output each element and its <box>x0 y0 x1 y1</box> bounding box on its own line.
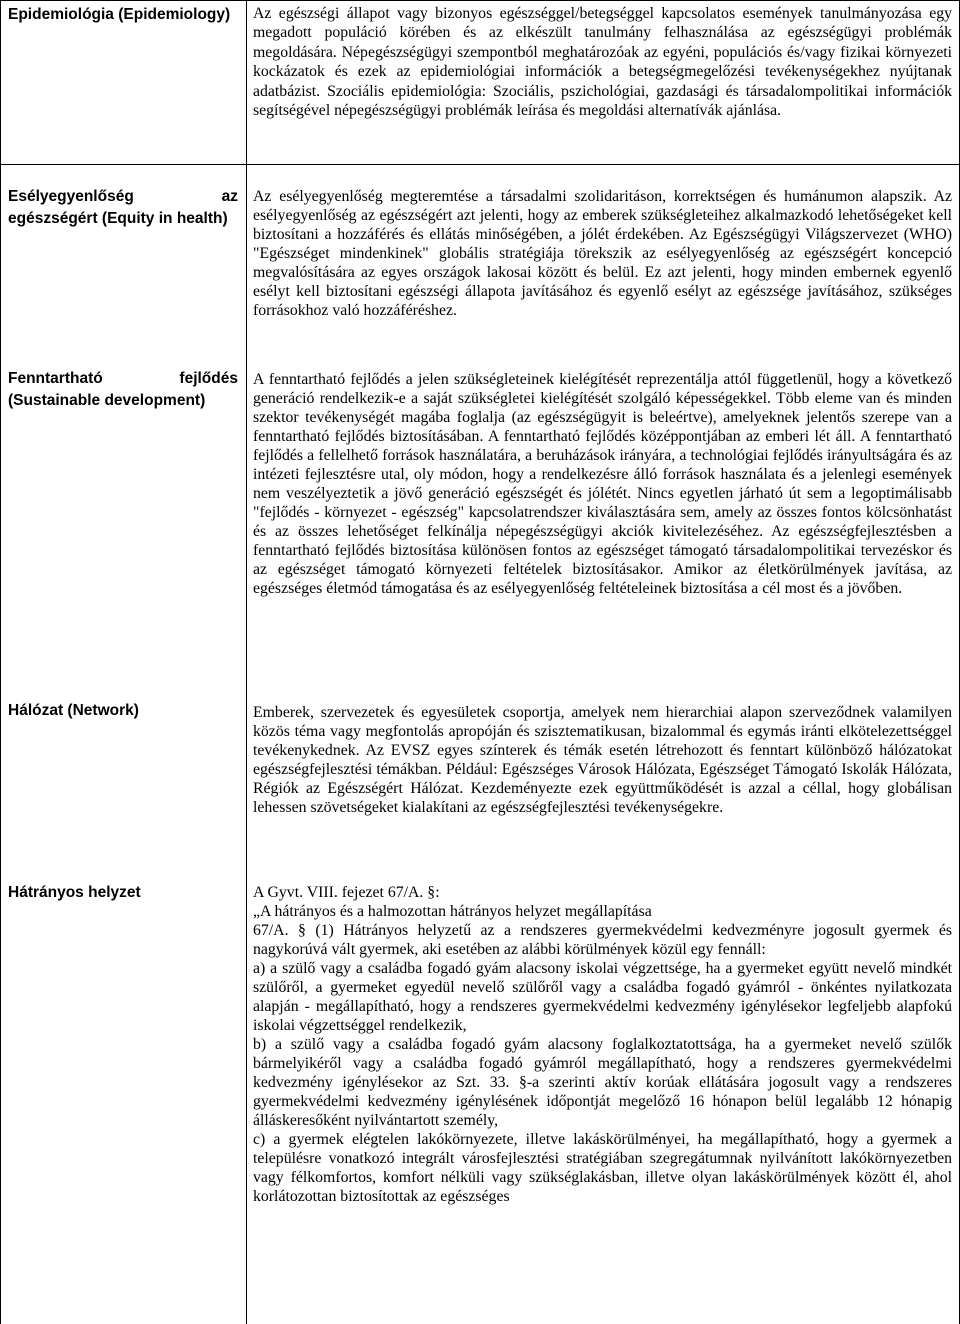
definition-paragraph: b) a szülő vagy a családba fogadó gyám alacsony foglalkoztatottsága, ha a gyermeket nevelő szülők bármelyikéről vagy a családba fogadó gyámról megállapítható, hogy a rendszeres gyermekvédelmi kedvezmény igénylésekor az Szt. 33. §-a szerinti aktív korúak ellátására jogosult vagy a rendszeres gyermekvédelmi kedvezmény igénylésének időpontját megelőző 16 hónapon belül legalább 12 hónapig álláskeresőként nyilvántartott személy, <box>253 1036 952 1129</box>
definition-paragraph: a) a szülő vagy a családba fogadó gyám alacsony iskolai végzettsége, ha a gyermeket együtt nevelő mindkét szülőről, a gyermeket egyedül nevelő szülőről vagy a családba fogadó gyámról - önkéntes nyilatkozata alapján - megállapítható, hogy a rendszeres gyermekvédelmi kedvezmény igénylésekor legfeljebb alapfokú iskolai végzettséggel rendelkezik, <box>253 960 952 1034</box>
definition-disadvantaged-status <box>253 883 952 1206</box>
table-border-left <box>0 0 1 1324</box>
column-divider <box>246 0 247 1324</box>
definition-sustainable-development: A fenntartható fejlődés a jelen szükségleteinek kielégítését reprezentálja attól függetlenül, hogy a következő generáció rendelkezik-e a saját szükségletei kielégítését szolgáló képességekkel. Több eleme van és minden szektor tevékenységét magába foglalja (az egészségügyit is beleértve), amelyeknek jelentős szerepe van a fenntartható fejlődés biztosításában. A fenntartható fejlődés középpontjában az emberi lét áll. A fenntartható fejlődés a fellelhető források használatára, a beruházások irányára, a technológiai fejlődés irányultságára és az intézeti fejlesztésre utal, oly módon, hogy a rendelkezésre álló források használata és a jelenlegi események nem veszélyeztetik a jövő generáció egészségét és jólétét. Nincs egyetlen járható út sem a legoptimálisabb "fejlődés - környezet - egészség" kapcsolatrendszer kiválasztására sem, amely az összes fontos kölcsönhatást és az összes lehetőséget felkínálja népegészségügyi akciók kivitelezéséhez. Az egészségfejlesztésben a fenntartható fejlődés biztosítása különösen fontos az egészséget támogató társadalompolitikai tervezéskor és az egészséget támogató környezeti feltételek biztosításakor. Amikor az életkörülmények javítása, az egészséges életmód támogatása és az esélyegyenlőség feltételeinek biztosítása a cél most és a jövőben. <box>253 371 952 597</box>
term-sustainable-development: Fenntartható fejlődés (Sustainable development) <box>8 370 238 409</box>
row-divider <box>0 164 960 165</box>
definition-paragraph: c) a gyermek elégtelen lakókörnyezete, illetve lakáskörülményei, ha megállapítható, hogy a gyermek a településre vonatkozó integrált városfejlesztési stratégiában szegregátumnak nyilvánított lakókörnyezetben vagy félkomfortos, komfort nélküli vagy szükséglakásban, illetve olyan lakáskörülmények között él, ahol korlátozottan biztosítottak az egészséges <box>253 1131 952 1205</box>
definition-paragraph: „A hátrányos és a halmozottan hátrányos helyzet megállapítása <box>253 903 652 920</box>
definition-paragraph: 67/A. § (1) Hátrányos helyzetű az a rendszeres gyermekvédelmi kedvezményre jogosult gyermek és nagykorúvá vált gyermek, aki esetében az alábbi körülmények közül egy fennáll: <box>253 922 952 958</box>
term-disadvantaged-status: Hátrányos helyzet <box>8 884 141 901</box>
definition-epidemiology: Az egészségi állapot vagy bizonyos egészséggel/betegséggel kapcsolatos események tanulmányozása egy megadott populáció körében és az elkészült tanulmány felhasználása az egészségügyi problémák megoldására. Népegészségügyi szempontból meghatározóak az egyéni, populációs és/vagy fizikai környezeti kockázatok és ezek az epidemiológiai információk a betegségmegelőzési tevékenységekhez nyújtanak adatbázist. Szociális epidemiológia: Szociális, pszichológiai, gazdasági és társadalompolitikai információk segítségével népegészségügyi problémák leírása és megoldási alternatívák ajánlása. <box>253 5 952 120</box>
table-border-top <box>0 0 960 1</box>
definition-network: Emberek, szervezetek és egyesületek csoportja, amelyek nem hierarchiai alapon szerveződnek valamilyen közös téma vagy megfontolás apropóján és szisztematikusan, bizalommal és egymás iránti elkötelezettséggel tevékenykednek. Az EVSZ egyes színterek és témák esetén létrehozott és fenntart különböző hálózatokat egészségfejlesztési témákban. Például: Egészséges Városok Hálózata, Egészséget Támogató Iskolák Hálózata, Régiók az Egészségért Hálózat. Kezdeményezte ezek együttműködését is azzal a céllal, hogy globálisan lehessen szövetségeket kialakítani az egészségfejlesztési tevékenységekre. <box>253 704 952 816</box>
definition-equity-in-health: Az esélyegyenlőség megteremtése a társadalmi szolidaritáson, korrektségen és humánumon alapszik. Az esélyegyenlőség az egészségért azt jelenti, hogy az emberek szükségleteihez alkalmazkodó lehetőségeket kell biztosítani a hozzáférés és ellátás minőségében, a jólét érdekében. Az Egészségügyi Világszervezet (WHO) "Egészséget mindenkinek" globális stratégiája törekszik az esélyegyenlőség az egészségért koncepció megvalósítására az egyes országok lakosai között és belül. Ez azt jelenti, hogy minden embernek egyenlő esélyt kell biztosítani egészségi állapota javításához és egyenlő esélyt az egészsége javításához, szükséges forrásokhoz való hozzáféréshez. <box>253 188 952 319</box>
term-network: Hálózat (Network) <box>8 702 139 719</box>
term-equity-in-health: Esélyegyenlőség az egészségért (Equity in health) <box>8 188 238 227</box>
term-epidemiology: Epidemiológia (Epidemiology) <box>8 6 231 23</box>
definition-paragraph: A Gyvt. VIII. fejezet 67/A. §: <box>253 884 440 901</box>
